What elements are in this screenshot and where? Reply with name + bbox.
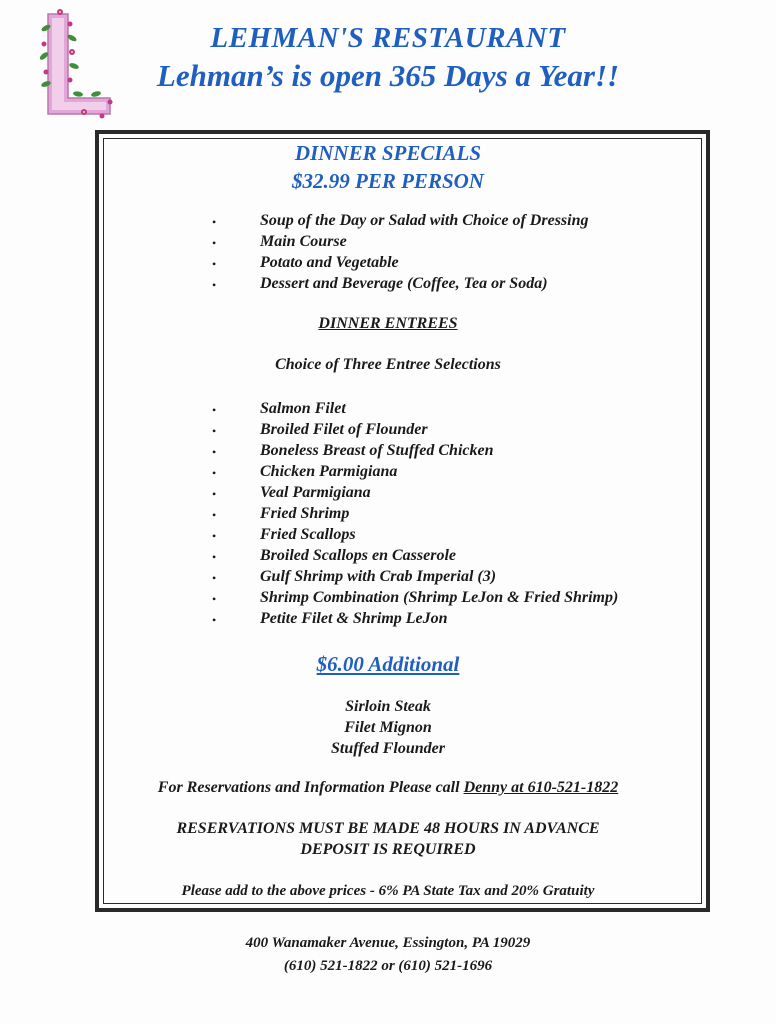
list-item: Gulf Shrimp with Crab Imperial (3)	[260, 568, 497, 585]
specials-price: $32.99 PER PERSON	[292, 169, 484, 193]
list-bullet: •	[212, 592, 217, 606]
reservation-contact: Denny at 610-521-1822	[463, 779, 619, 796]
list-item: Broiled Filet of Flounder	[260, 421, 428, 438]
list-bullet: •	[212, 529, 217, 543]
list-item: Shrimp Combination (Shrimp LeJon & Fried Shrimp)	[260, 589, 619, 606]
list-item: Broiled Scallops en Casserole	[260, 547, 457, 564]
list-bullet: •	[212, 571, 217, 585]
list-item: Fried Shrimp	[260, 505, 350, 522]
list-bullet: •	[212, 466, 217, 480]
list-bullet: •	[212, 613, 217, 627]
entrees-title: DINNER ENTREES	[318, 315, 458, 332]
footer-phones: (610) 521-1822 or (610) 521-1696	[283, 958, 493, 974]
list-bullet: •	[212, 403, 217, 417]
entrees-choice: Choice of Three Entree Selections	[275, 356, 501, 373]
list-bullet: •	[212, 215, 217, 229]
list-item: Soup of the Day or Salad with Choice of Dressing	[260, 212, 589, 229]
footer-address: 400 Wanamaker Avenue, Essington, PA 19029	[245, 935, 531, 951]
list-bullet: •	[212, 550, 217, 564]
list-item: Petite Filet & Shrimp LeJon	[260, 610, 448, 627]
additional-item: Sirloin Steak	[345, 698, 431, 715]
list-item: Salmon Filet	[260, 400, 346, 417]
list-bullet: •	[212, 487, 217, 501]
reservation-call-text: For Reservations and Information Please call	[157, 779, 464, 796]
list-item: Potato and Vegetable	[260, 254, 399, 271]
list-bullet: •	[212, 278, 217, 292]
restaurant-name: LEHMAN'S RESTAURANT	[210, 22, 566, 54]
list-item: Dessert and Beverage (Coffee, Tea or Soda)	[260, 275, 548, 292]
list-item: Main Course	[260, 233, 347, 250]
open-days-subtitle: Lehman’s is open 365 Days a Year!!	[156, 58, 620, 93]
list-item: Boneless Breast of Stuffed Chicken	[260, 442, 494, 459]
tax-gratuity-note: Please add to the above prices - 6% PA State Tax and 20% Gratuity	[181, 883, 595, 899]
reservation-call-line	[0, 779, 776, 797]
deposit-required-notice: DEPOSIT IS REQUIRED	[300, 841, 476, 858]
list-bullet: •	[212, 236, 217, 250]
list-bullet: •	[212, 257, 217, 271]
list-item: Chicken Parmigiana	[260, 463, 398, 480]
list-bullet: •	[212, 508, 217, 522]
list-item: Fried Scallops	[260, 526, 356, 543]
reservation-advance-notice: RESERVATIONS MUST BE MADE 48 HOURS IN ADVANCE	[176, 820, 600, 837]
additional-item: Filet Mignon	[344, 719, 432, 736]
list-bullet: •	[212, 424, 217, 438]
additional-item: Stuffed Flounder	[331, 740, 445, 757]
specials-title: DINNER SPECIALS	[294, 141, 482, 165]
list-item: Veal Parmigiana	[260, 484, 371, 501]
additional-title: $6.00 Additional	[316, 652, 460, 676]
list-bullet: •	[212, 445, 217, 459]
